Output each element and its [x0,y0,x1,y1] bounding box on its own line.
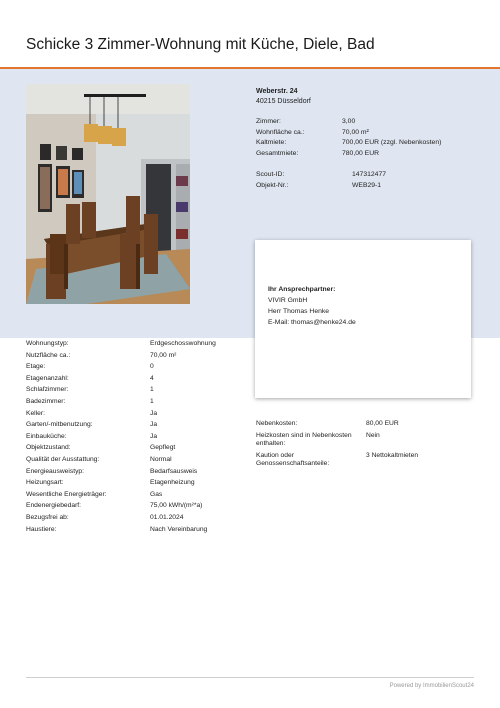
cost-row [256,452,418,469]
address-block [256,87,311,107]
detail-row [26,361,216,373]
fact-label: Gesamtmiete: [256,149,299,157]
details-table [26,338,216,535]
detail-label: Heizungsart: [26,479,64,487]
detail-value: 0 [150,363,154,371]
detail-row [26,442,216,454]
fact-label: Zimmer: [256,118,281,125]
contact-name: Herr Thomas Henke [268,308,330,315]
page-title: Schicke 3 Zimmer-Wohnung mit Küche, Diele, Bad [26,36,375,53]
detail-value: Erdgeschosswohnung [150,340,216,347]
property-photo[interactable] [26,84,190,304]
detail-value: 70,00 m² [150,351,177,359]
contact-email[interactable]: E-Mail: thomas@henke24.de [268,319,356,326]
detail-value: Gepflegt [150,444,176,452]
detail-label: Nutzfläche ca.: [26,351,71,359]
detail-row [26,454,216,466]
id-label: Scout-ID: [256,171,285,178]
cost-label: Nebenkosten: [256,420,298,427]
detail-value: Ja [150,432,158,440]
detail-label: Wohnungstyp: [26,340,69,347]
id-value: WEB29-1 [352,181,382,189]
detail-label: Wesentliche Energieträger: [26,490,107,498]
contact-heading: Ihr Ansprechpartner: [268,286,336,293]
dining-room-image [26,84,190,304]
id-row [256,170,386,181]
detail-row [26,384,216,396]
costs-table [256,420,418,469]
fact-row [256,128,441,139]
fact-row [256,149,441,160]
contact-block [268,284,356,328]
detail-value: Gas [150,490,163,498]
id-block [256,170,386,191]
detail-value: 1 [150,397,154,405]
detail-label: Etage: [26,363,46,371]
detail-label: Garten/-mitbenutzung: [26,421,93,429]
detail-value: 4 [150,374,154,382]
detail-value: 75,00 kWh/(m²*a) [150,502,203,510]
detail-label: Einbauküche: [26,432,67,440]
detail-row [26,466,216,478]
detail-label: Qualität der Ausstattung: [26,455,100,463]
fact-row [256,117,441,128]
fact-value: 3,00 [342,118,356,125]
detail-row [26,396,216,408]
id-label: Objekt-Nr.: [256,181,289,189]
detail-value: Etagenheizung [150,479,195,487]
detail-row [26,373,216,385]
fact-value: 780,00 EUR [342,149,380,157]
detail-label: Bezugsfrei ab: [26,513,69,521]
detail-row [26,350,216,362]
detail-label: Objektzustand: [26,444,71,452]
detail-row [26,431,216,443]
footer-divider [26,677,474,678]
detail-row [26,489,216,501]
fact-value: 70,00 m² [342,128,369,136]
cost-value: 3 Nettokaltmieten [366,451,419,459]
id-value: 147312477 [352,171,387,178]
cost-value: Nein [366,431,380,439]
detail-label: Etagenanzahl: [26,374,69,382]
detail-value: Ja [150,409,158,417]
contact-company: VIVIR GmbH [268,297,308,304]
powered-by-text: Powered by ImmobilienScout24 [389,683,474,689]
cost-label: Kaution oder Genossenschaftsanteile: [256,451,330,467]
fact-label: Wohnfläche ca.: [256,128,305,136]
detail-label: Badezimmer: [26,397,66,405]
address-street: Weberstr. 24 [256,88,298,95]
cost-label: Heizkosten sind in Nebenkosten enthalten: [256,431,352,447]
detail-label: Endenergiebedarf: [26,502,82,510]
detail-value: Bedarfsausweis [150,467,198,475]
detail-value: Normal [150,455,172,463]
detail-row [26,512,216,524]
detail-row [26,338,216,350]
cost-value: 80,00 EUR [366,420,399,427]
fact-label: Kaltmiete: [256,139,287,146]
detail-label: Schlafzimmer: [26,386,69,394]
address-city: 40215 Düsseldorf [256,98,311,105]
fact-row [256,138,441,149]
fact-value: 700,00 EUR (zzgl. Nebenkosten) [342,139,442,146]
detail-label: Energieausweistyp: [26,467,84,475]
detail-label: Keller: [26,409,45,417]
detail-value: Nach Vereinbarung [150,525,208,533]
id-row [256,181,386,192]
detail-row [26,477,216,489]
cost-row [256,432,418,449]
detail-label: Haustiere: [26,525,57,533]
detail-value: Ja [150,421,158,429]
detail-value: 1 [150,386,154,394]
detail-row [26,500,216,512]
detail-value: 01.01.2024 [150,513,184,521]
detail-row [26,419,216,431]
detail-row [26,524,216,536]
cost-row [256,420,418,429]
key-facts [256,117,441,159]
detail-row [26,408,216,420]
